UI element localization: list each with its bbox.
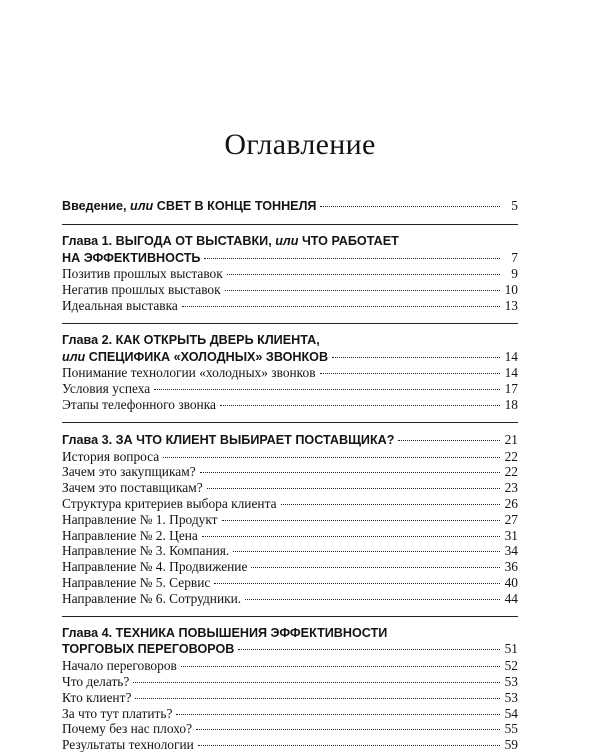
toc-entry[interactable]: Направление № 2. Цена 31 (62, 527, 518, 543)
page-number: 14 (504, 348, 518, 364)
chapter-1-heading-line1[interactable]: Глава 1. ВЫГОДА ОТ ВЫСТАВКИ, или ЧТО РАБОТАЕТ (62, 233, 399, 248)
dot-leader (135, 698, 500, 699)
toc-entry[interactable]: Почему без нас плохо? 55 (62, 721, 518, 737)
toc-entry[interactable]: Идеальная выставка 13 (62, 297, 518, 313)
toc-entry[interactable]: Результаты технологии 59 (62, 737, 518, 753)
divider (62, 616, 518, 617)
toc-entry[interactable]: Позитив прошлых выставок 9 (62, 266, 518, 282)
dot-leader (225, 290, 500, 291)
chapter-2-heading-line1[interactable]: Глава 2. КАК ОТКРЫТЬ ДВЕРЬ КЛИЕНТА, (62, 332, 320, 347)
dot-leader (320, 206, 500, 207)
toc-entry[interactable]: Понимание технологии «холодных» звонков 14 (62, 365, 518, 381)
page-number: 9 (511, 266, 518, 282)
page-number: 31 (504, 527, 518, 543)
page-number: 53 (504, 689, 518, 705)
dot-leader (200, 472, 500, 473)
dot-leader (220, 405, 500, 406)
divider (62, 422, 518, 423)
toc-entry[interactable]: Зачем это поставщикам? 23 (62, 480, 518, 496)
dot-leader (332, 357, 500, 358)
toc-entry[interactable]: Направление № 6. Сотрудники. 44 (62, 590, 518, 606)
chapter-4-heading[interactable] (62, 641, 518, 658)
toc-entry[interactable]: Кто клиент? 53 (62, 689, 518, 705)
dot-leader (154, 389, 500, 390)
dot-leader (227, 274, 500, 275)
entry-title: ТОРГОВЫХ ПЕРЕГОВОРОВ (62, 642, 235, 657)
dot-leader (176, 714, 500, 715)
toc-entry[interactable]: Негатив прошлых выставок 10 (62, 282, 518, 298)
dot-leader (245, 599, 500, 600)
chapter-1-heading[interactable] (62, 250, 518, 267)
page-number: 13 (504, 297, 518, 313)
page-number: 26 (504, 495, 518, 511)
page-number: 54 (504, 705, 518, 721)
toc-entry[interactable]: История вопроса 22 (62, 448, 518, 464)
dot-leader (398, 440, 500, 441)
table-of-contents (62, 198, 518, 753)
page-number: 44 (504, 590, 518, 606)
toc-entry[interactable]: За что тут платить? 54 (62, 705, 518, 721)
page-number: 51 (504, 641, 518, 657)
toc-entry[interactable]: Этапы телефонного звонка 18 (62, 396, 518, 412)
page-number: 36 (504, 559, 518, 575)
dot-leader (133, 682, 500, 683)
dot-leader (181, 666, 500, 667)
dot-leader (281, 504, 500, 505)
dot-leader (198, 745, 500, 746)
entry-title: Введение, или СВЕТ В КОНЦЕ ТОННЕЛЯ (62, 199, 317, 213)
page-number: 52 (504, 658, 518, 674)
page-number: 55 (504, 721, 518, 737)
page-number: 27 (504, 511, 518, 527)
dot-leader (163, 457, 500, 458)
dot-leader (320, 373, 500, 374)
page-number: 34 (504, 543, 518, 559)
entry-title: НА ЭФФЕКТИВНОСТЬ (62, 250, 201, 265)
page-number: 53 (504, 673, 518, 689)
dot-leader (214, 583, 500, 584)
toc-entry[interactable]: Начало переговоров 52 (62, 658, 518, 674)
entry-title: или СПЕЦИФИКА «ХОЛОДНЫХ» ЗВОНКОВ (62, 349, 329, 364)
page-number: 23 (504, 480, 518, 496)
chapter-3-heading[interactable] (62, 432, 518, 449)
page-number: 59 (504, 737, 518, 753)
dot-leader (204, 258, 500, 259)
chapter-2-heading[interactable] (62, 349, 518, 366)
chapter-4-heading-line1[interactable]: Глава 4. ТЕХНИКА ПОВЫШЕНИЯ ЭФФЕКТИВНОСТИ (62, 625, 388, 640)
page-number: 22 (504, 448, 518, 464)
page-number: 21 (504, 431, 518, 447)
page-title: Оглавление (224, 128, 376, 161)
dot-leader (222, 520, 500, 521)
dot-leader (196, 729, 500, 730)
page-number: 18 (504, 396, 518, 412)
toc-entry[interactable]: Условия успеха 17 (62, 381, 518, 397)
toc-entry[interactable]: Что делать? 53 (62, 673, 518, 689)
dot-leader (233, 551, 500, 552)
page-number: 22 (504, 464, 518, 480)
page-number: 40 (504, 574, 518, 590)
toc-entry-introduction[interactable] (62, 198, 518, 215)
dot-leader (202, 536, 500, 537)
divider (62, 323, 518, 324)
toc-entry[interactable]: Направление № 4. Продвижение 36 (62, 559, 518, 575)
toc-entry[interactable]: Зачем это закупщикам? 22 (62, 464, 518, 480)
dot-leader (238, 649, 500, 650)
dot-leader (207, 488, 500, 489)
page-number: 17 (504, 381, 518, 397)
toc-entry[interactable]: Направление № 1. Продукт 27 (62, 511, 518, 527)
divider (62, 224, 518, 225)
page-number: 7 (511, 249, 518, 265)
toc-entry[interactable]: Структура критериев выбора клиента 26 (62, 495, 518, 511)
dot-leader (251, 567, 500, 568)
page-number: 14 (504, 365, 518, 381)
dot-leader (182, 306, 500, 307)
entry-title: Глава 3. ЗА ЧТО КЛИЕНТ ВЫБИРАЕТ ПОСТАВЩИКА? (62, 432, 395, 447)
page-number: 5 (511, 198, 518, 213)
toc-entry[interactable]: Направление № 5. Сервис 40 (62, 574, 518, 590)
toc-entry[interactable]: Направление № 3. Компания. 34 (62, 543, 518, 559)
page-number: 10 (504, 282, 518, 298)
